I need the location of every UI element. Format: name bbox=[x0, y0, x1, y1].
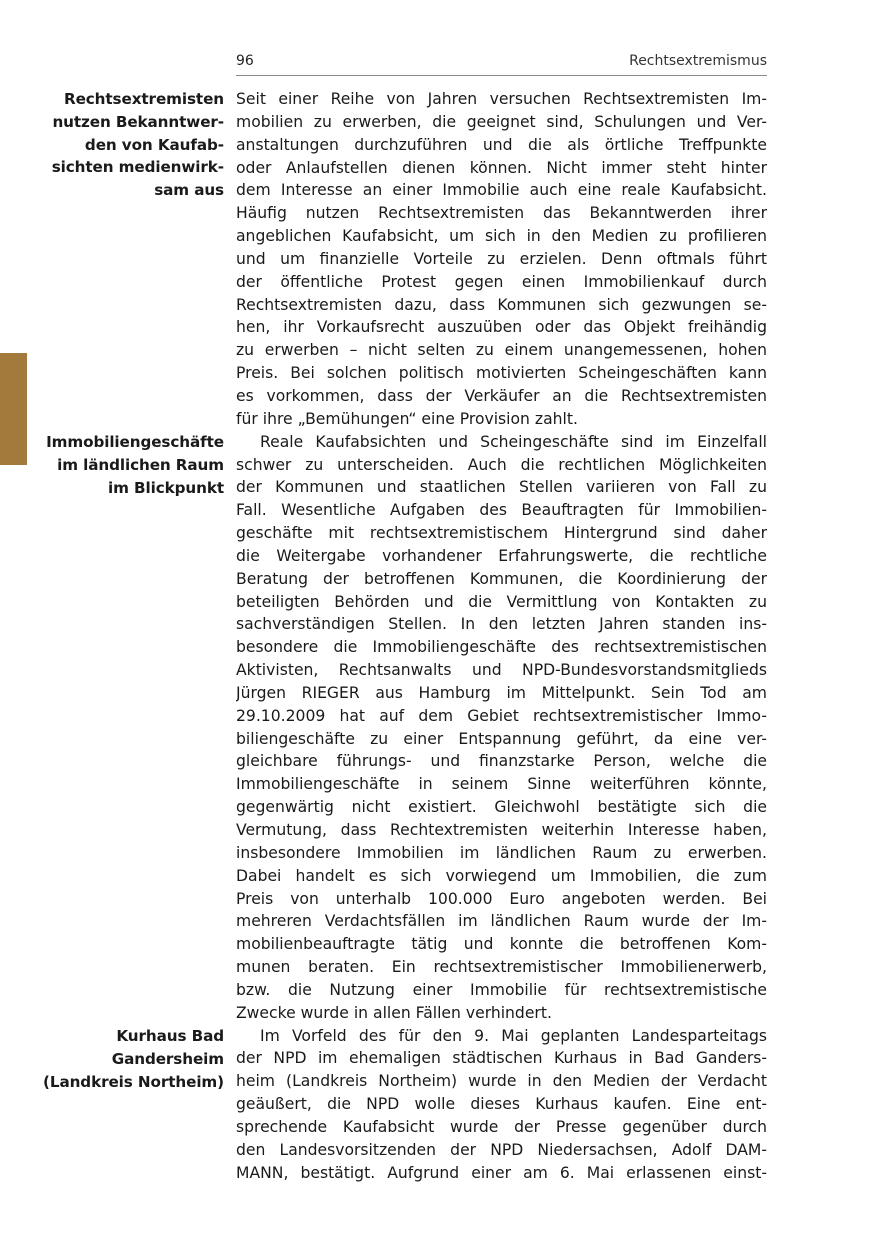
text-line: zu erwerben – nicht selten zu einem unangemessenen, hohen bbox=[236, 341, 767, 360]
text-line: mobilien zu erwerben, die geeignet sind, Schulungen und Ver- bbox=[236, 112, 767, 131]
paragraph-3 bbox=[236, 1025, 767, 1185]
margin-note-line: sam aus bbox=[154, 181, 224, 200]
text-line: anstaltungen durchzuführen und die als örtliche Treffpunkte bbox=[236, 135, 767, 154]
text-line: angeblichen Kaufabsicht, um sich in den Medien zu profilieren bbox=[236, 227, 767, 246]
text-line: mehreren Verdachtsfällen im ländlichen Raum wurde der Im- bbox=[236, 912, 767, 931]
text-line: besondere die Immobiliengeschäfte des rechtsextremistischen bbox=[236, 638, 767, 657]
text-line: der NPD im ehemaligen städtischen Kurhaus in Bad Ganders- bbox=[236, 1049, 767, 1068]
text-line: beteiligten Behörden und die Vermittlung von Kontakten zu bbox=[236, 592, 767, 611]
margin-note-line: sichten medienwirk- bbox=[51, 158, 224, 177]
page-number: 96 bbox=[236, 53, 254, 69]
text-line: oder Anlaufstellen dienen können. Nicht immer steht hinter bbox=[236, 158, 767, 177]
margin-note-kurhaus bbox=[30, 1025, 224, 1093]
text-line: geschäfte mit rechtsextremistischem Hintergrund sind daher bbox=[236, 524, 767, 543]
margin-note-line: Rechtsextremisten bbox=[63, 90, 224, 108]
text-line: mobilienbeauftragte tätig und konnte die betroffenen Kom- bbox=[236, 935, 767, 954]
text-line: es vorkommen, dass der Verkäufer an die Rechtsextremisten bbox=[236, 386, 767, 405]
thumb-index-tab bbox=[0, 353, 27, 465]
text-line: der öffentliche Protest gegen einen Immobilienkauf durch bbox=[236, 272, 767, 291]
paragraph-2 bbox=[236, 431, 767, 1025]
text-line: Fall. Wesentliche Aufgaben des Beauftragten für Immobilien- bbox=[236, 501, 767, 520]
text-line: 29.10.2009 hat auf dem Gebiet rechtsextremistischer Immo- bbox=[236, 706, 767, 725]
text-line: MANN, bestätigt. Aufgrund einer am 6. Mai erlassenen einst- bbox=[236, 1163, 767, 1182]
text-line: Preis von unterhalb 100.000 Euro angeboten werden. Bei bbox=[236, 889, 767, 908]
text-line: sachverständigen Stellen. In den letzten Jahren standen ins- bbox=[236, 615, 767, 634]
text-line: und um finanzielle Vorteile zu erzielen. Denn oftmals führt bbox=[236, 249, 767, 268]
text-line: geäußert, die NPD wolle dieses Kurhaus kaufen. Eine ent- bbox=[236, 1095, 767, 1114]
text-line: der Kommunen und staatlichen Stellen variieren von Fall zu bbox=[236, 478, 767, 497]
paragraph-1 bbox=[236, 88, 767, 431]
text-line: dem Interesse an einer Immobilie auch eine reale Kaufabsicht. bbox=[236, 181, 767, 200]
header-rule bbox=[236, 75, 767, 76]
text-line: die Weitergabe vorhandener Erfahrungswerte, die rechtliche bbox=[236, 546, 767, 565]
text-line: biliengeschäfte zu einer Entspannung geführt, da eine ver- bbox=[236, 729, 767, 748]
margin-note-line: im ländlichen Raum bbox=[57, 455, 224, 474]
text-line: insbesondere Immobilien im ländlichen Raum zu erwerben. bbox=[236, 843, 767, 862]
text-line: für ihre „Bemühungen“ eine Provision zahlt. bbox=[236, 409, 578, 428]
text-line: Seit einer Reihe von Jahren versuchen Rechtsextremisten Im- bbox=[236, 90, 767, 108]
text-line: den Landesvorsitzenden der NPD Niedersachsen, Adolf DAM- bbox=[236, 1140, 767, 1159]
text-line: munen beraten. Ein rechtsextremistischer Immobilienerwerb, bbox=[236, 958, 767, 977]
text-line: hen, ihr Vorkaufsrecht auszuüben oder das Objekt freihändig bbox=[236, 318, 767, 337]
margin-note-line: Gandersheim bbox=[111, 1049, 224, 1068]
margin-note-line: im Blickpunkt bbox=[108, 478, 224, 497]
text-line: gegenwärtig nicht existiert. Gleichwohl bestätigte sich die bbox=[236, 798, 767, 817]
text-line: Häufig nutzen Rechtsextremisten das Bekanntwerden ihrer bbox=[236, 204, 767, 223]
body-text bbox=[236, 88, 767, 1185]
text-line: Beratung der betroffenen Kommunen, die Koordinierung der bbox=[236, 569, 767, 588]
text-line: Immobiliengeschäfte in seinem Sinne weiterführen könnte, bbox=[236, 775, 767, 794]
text-line: bzw. die Nutzung einer Immobilie für rechtsextremistische bbox=[236, 980, 767, 999]
text-line: Zwecke wurde in allen Fällen verhindert. bbox=[236, 1003, 552, 1022]
margin-note-line: nutzen Bekanntwer- bbox=[52, 112, 224, 131]
margin-note-line: (Landkreis Northeim) bbox=[43, 1072, 224, 1091]
margin-note-line: den von Kaufab- bbox=[84, 135, 224, 154]
text-line: Reale Kaufabsichten und Scheingeschäfte sind im Einzelfall bbox=[260, 432, 767, 451]
text-line: Rechtsextremisten dazu, dass Kommunen sich gezwungen se- bbox=[236, 295, 767, 314]
margin-note-line: Immobiliengeschäfte bbox=[46, 433, 224, 451]
text-line: Dabei handelt es sich vorwiegend um Immobilien, die zum bbox=[236, 866, 767, 885]
text-line: schwer zu unterscheiden. Auch die rechtlichen Möglichkeiten bbox=[236, 455, 767, 474]
text-line: Preis. Bei solchen politisch motivierten Scheingeschäften kann bbox=[236, 364, 767, 383]
margin-note-bekanntwerden bbox=[30, 88, 224, 202]
text-line: Vermutung, dass Rechtextremisten weiterhin Interesse haben, bbox=[236, 821, 767, 839]
text-line: Jürgen RIEGER aus Hamburg im Mittelpunkt. Sein Tod am bbox=[236, 683, 767, 702]
text-line: heim (Landkreis Northeim) wurde in den Medien der Verdacht bbox=[236, 1072, 767, 1091]
margin-note-immobiliengeschaefte bbox=[30, 431, 224, 499]
text-line: Aktivisten, Rechtsanwalts und NPD-Bundesvorstandsmitglieds bbox=[236, 661, 767, 680]
running-head: Rechtsextremismus bbox=[629, 53, 767, 69]
text-line: Im Vorfeld des für den 9. Mai geplanten Landesparteitags bbox=[260, 1026, 767, 1045]
text-line: sprechende Kaufabsicht wurde der Presse gegenüber durch bbox=[236, 1117, 767, 1136]
margin-note-line: Kurhaus Bad bbox=[116, 1027, 224, 1045]
text-line: gleichbare führungs- und finanzstarke Person, welche die bbox=[236, 752, 767, 771]
